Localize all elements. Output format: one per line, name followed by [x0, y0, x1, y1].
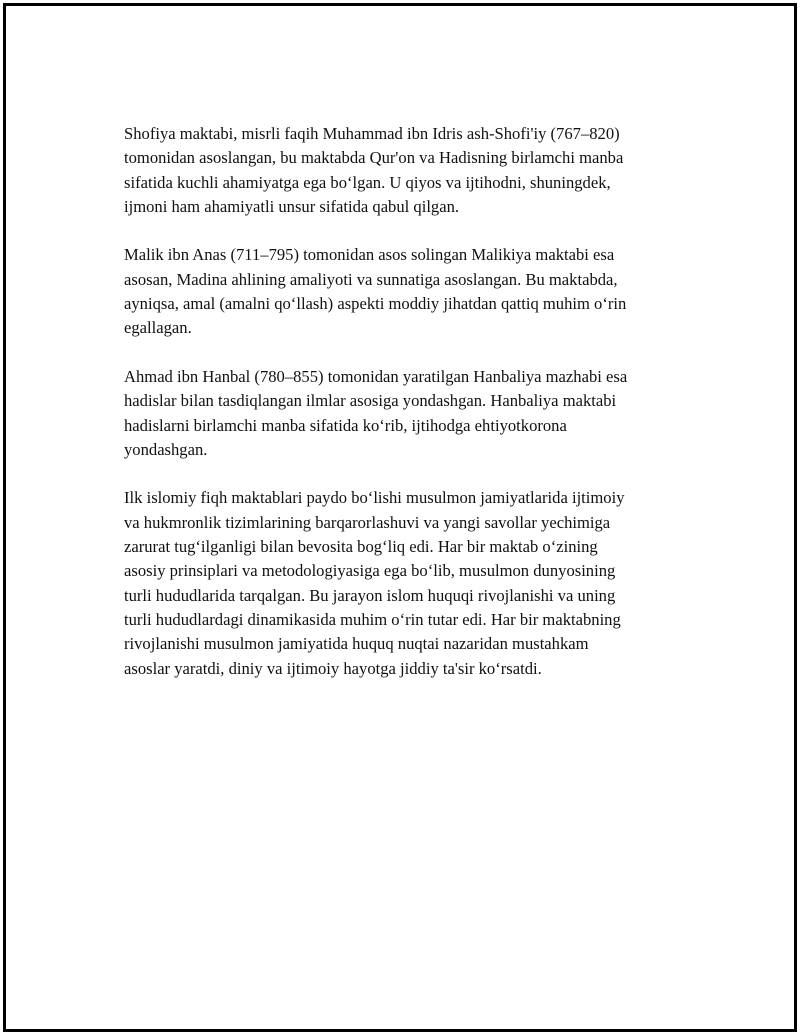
paragraph-fiqh-schools: Ilk islomiy fiqh maktablari paydo bo‘lishi musulmon jamiyatlarida ijtimoiy va hukmronlik tizimlarining barqarorlashuvi va yangi savollar yechimiga zarurat tug‘ilganligi bilan bevosita bog‘liq edi. Har bir maktab o‘zining asosiy prinsiplari va metodologiyasiga ega bo‘lib, musulmon dunyosining turli hududlarida tarqalgan. Bu jarayon islom huquqi rivojlanishi va uning turli hududlardagi dinamikasida muhim o‘rin tutar edi. Har bir maktabning rivojlanishi musulmon jamiyatida huquq nuqtai nazaridan mustahkam asoslar yaratdi, diniy va ijtimoiy hayotga jiddiy ta'sir ko‘rsatdi.: [124, 488, 625, 678]
paragraph-hanbaliya: Ahmad ibn Hanbal (780–855) tomonidan yaratilgan Hanbaliya mazhabi esa hadislar bilan tasdiqlangan ilmlar asosiga yondashgan. Hanbaliya maktabi hadislarni birlamchi manba sifatida ko‘rib, ijtihodga ehtiyotkorona yondashgan.: [124, 366, 628, 459]
page-border: [3, 3, 797, 1032]
document-body: [124, 122, 684, 681]
paragraph-shofiya: Shofiya maktabi, misrli faqih Muhammad ibn Idris ash-Shofi'iy (767–820) tomonidan asoslangan, bu maktabda Qur'on va Hadisning birlamchi manba sifatida kuchli ahamiyatga ega bo‘lgan. U qiyos va ijtihodni, shuningdek, ijmoni ham ahamiyatli unsur sifatida qabul qilgan.: [124, 124, 624, 216]
paragraph-malikiya: Malik ibn Anas (711–795) tomonidan asos solingan Malikiya maktabi esa asosan, Madina ahlining amaliyoti va sunnatiga asoslangan. Bu maktabda, ayniqsa, amal (amalni qo‘llash) aspekti moddiy jihatdan qattiq muhim o‘rin egallagan.: [124, 245, 627, 338]
